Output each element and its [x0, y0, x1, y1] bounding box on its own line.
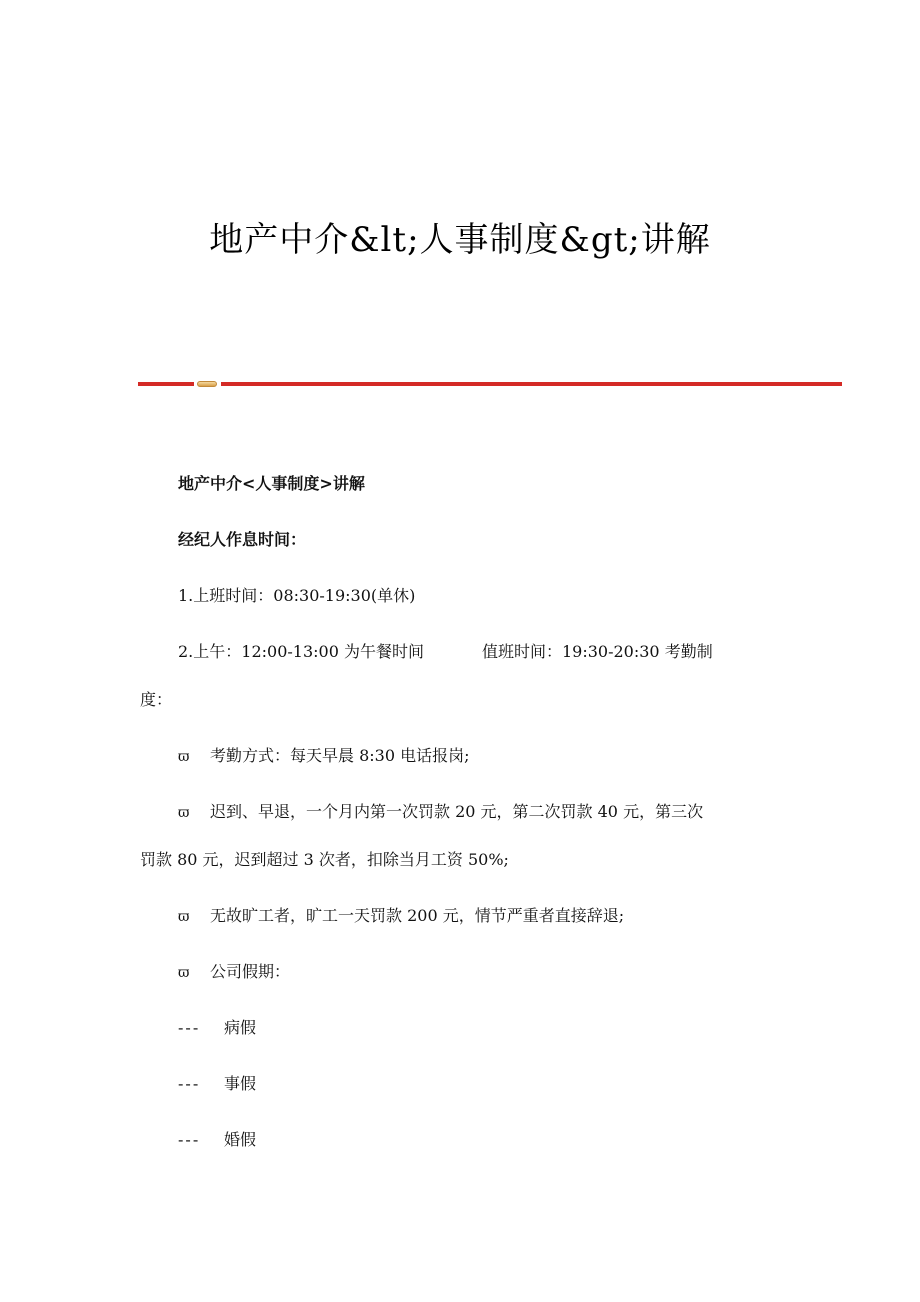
schedule-line-2-continued: 度：: [140, 690, 173, 709]
bullet-text: 公司假期：: [210, 962, 291, 981]
schedule-line-2-lunch: 2.上午：12:00-13:00 为午餐时间: [178, 642, 424, 661]
divider-ornament-icon: [197, 381, 217, 387]
divider-bar-right: [221, 382, 842, 386]
bullet-item: [178, 904, 624, 929]
leave-label: 病假: [224, 1018, 257, 1037]
section-heading: 地产中介<人事制度>讲解: [178, 474, 365, 493]
title-divider: [138, 380, 842, 388]
bullet-text: 考勤方式：每天早晨 8:30 电话报岗;: [210, 746, 470, 765]
bullet-text-continued: 罚款 80 元，迟到超过 3 次者，扣除当月工资 50%;: [140, 850, 509, 869]
dash-icon: ---: [178, 1130, 201, 1149]
schedule-line-1: 1.上班时间：08:30-19:30(单休): [178, 586, 416, 605]
leave-item: [178, 1128, 256, 1152]
bullet-text: 无故旷工者，旷工一天罚款 200 元，情节严重者直接辞退;: [210, 906, 625, 925]
bullet-text: 迟到、早退，一个月内第一次罚款 20 元，第二次罚款 40 元，第三次: [210, 802, 704, 821]
schedule-subheading: 经纪人作息时间：: [178, 530, 307, 549]
bullet-icon: ϖ: [178, 965, 190, 981]
bullet-icon: ϖ: [178, 805, 190, 821]
divider-bar-left: [138, 382, 194, 386]
document-title: 地产中介&lt;人事制度&gt;讲解: [209, 220, 711, 260]
schedule-line-2: [178, 640, 713, 664]
bullet-icon: ϖ: [178, 909, 190, 925]
dash-icon: ---: [178, 1018, 201, 1037]
leave-label: 婚假: [224, 1130, 257, 1149]
schedule-line-2-duty: 值班时间：19:30-20:30 考勤制: [481, 642, 713, 661]
leave-label: 事假: [224, 1074, 257, 1093]
dash-icon: ---: [178, 1074, 201, 1093]
bullet-item: [178, 744, 470, 769]
leave-item: [178, 1072, 256, 1096]
bullet-icon: ϖ: [178, 749, 190, 765]
bullet-item: [178, 800, 703, 825]
bullet-item: [178, 960, 290, 985]
leave-item: [178, 1016, 256, 1040]
